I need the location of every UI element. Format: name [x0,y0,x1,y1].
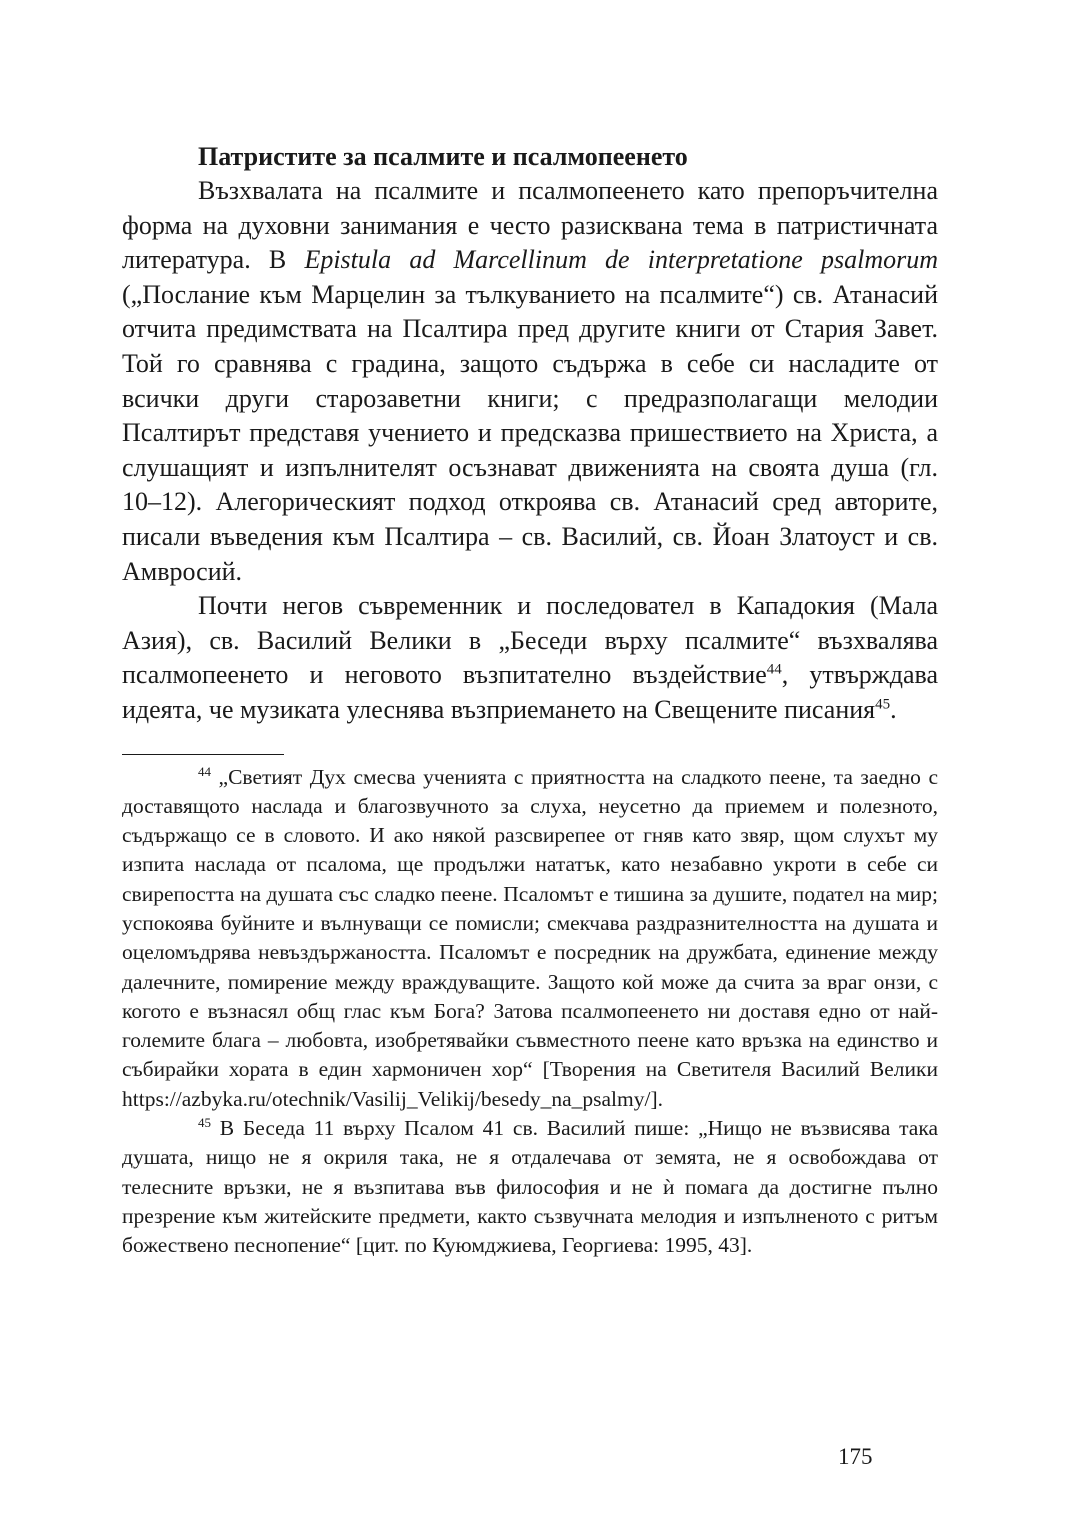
footnote-45-number: 45 [198,1114,211,1130]
footnote-ref-44: 44 [766,661,782,678]
footnote-44 [122,763,938,1115]
paragraph-2-text-b: , утвърждава идеята, че музиката улеснява възприемането на Свещените писания [122,660,938,724]
footnote-45 [122,1114,938,1260]
paragraph-2-text-c: . [890,694,897,724]
footnote-45-text: В Беседа 11 върху Псалом 41 св. Василий пише: „Нищо не възвисява така душата, нищо не я окриля така, не я отдалечава от земята, не я освобождава от телесните връзки, не я възпитава във философия и не ѝ помага да достигне пълно презрение към житейските предмети, както съзвучната мелодия и изпълненото с ритъм божествено песнопение“ [цит. по Куюмджиева, Георгиева: 1995, 43]. [122,1116,938,1258]
page-number: 175 [838,1444,873,1469]
page-content [122,140,938,1261]
footnote-44-number: 44 [198,763,211,779]
body-paragraph-1 [122,174,938,589]
footnote-separator [122,754,284,755]
paragraph-2-text-a: Почти негов съвременник и последовател в Кападокия (Мала Азия), св. Василий Велики в „Беседи върху псалмите“ възхвалява псалмопеенето и неговото възпитателно въздействие [122,591,938,690]
footnote-ref-45: 45 [875,696,891,713]
paragraph-1-text-a: Възхвалата на псалмите и псалмопеенето като препоръчителна форма на духовни занимания е често разисквана тема в патристичната литература. В [122,176,938,275]
footnote-44-text: „Светият Дух смесва ученията с приятността на сладкото пеене, та заедно с доставящото наслада и благозвучното за слуха, неусетно да приемем и полезното, съдържащо се в словото. И ако някой разсвирепее от гняв като звяр, щом слухът му изпита наслада от псалома, ще продължи нататък, като незабавно укроти в себе си свирепостта на душата със сладко пеене. Псаломът е тишина за душите, подател на мир; успокоява буйните и вълнуващи се помисли; смекчава раздразнителността на душата и оцеломъдрява невъздържаността. Псаломът е посредник на дружбата, единение между далечните, помирение между враждуващите. Защото кой може да счита за враг онзи, с когото е възнасял общ глас към Бога? Затова псалмопеенето ни доставя едно от най-големите блага – любовта, изобретявайки съвместното пеене като връзка на единство и събирайки хората в един хармоничен хор“ [Творения на Светителя Василий Велики https://azbyka.ru/​otechnik/​Vasilij_​Velikij/​besedy_​na_​psalmy/]. [122,764,938,1111]
section-heading: Патристите за псалмите и псалмопеенето [198,142,688,171]
latin-title: Epistula ad Marcellinum de interpretatione psalmorum [304,245,938,275]
paragraph-1-text-b: („Послание към Марцелин за тълкуванието на псалмите“) св. Атанасий отчита предимствата на Псалтира пред другите книги от Стария Завет. Той го сравнява с градина, защото съдържа в себе си насладите от всички други старозаветни книги; с предразполагащи мелодии Псалтирът представя учението и предсказва пришествието на Христа, а слушащият и изпълнителят осъзнават движенията на своята душа (гл. 10–12). Алегорическият подход откроява св. Атанасий сред авторите, писали въведения към Псалтира – св. Василий, св. Йоан Златоуст и св. Амвросий. [122,279,938,586]
body-paragraph-2 [122,589,938,727]
